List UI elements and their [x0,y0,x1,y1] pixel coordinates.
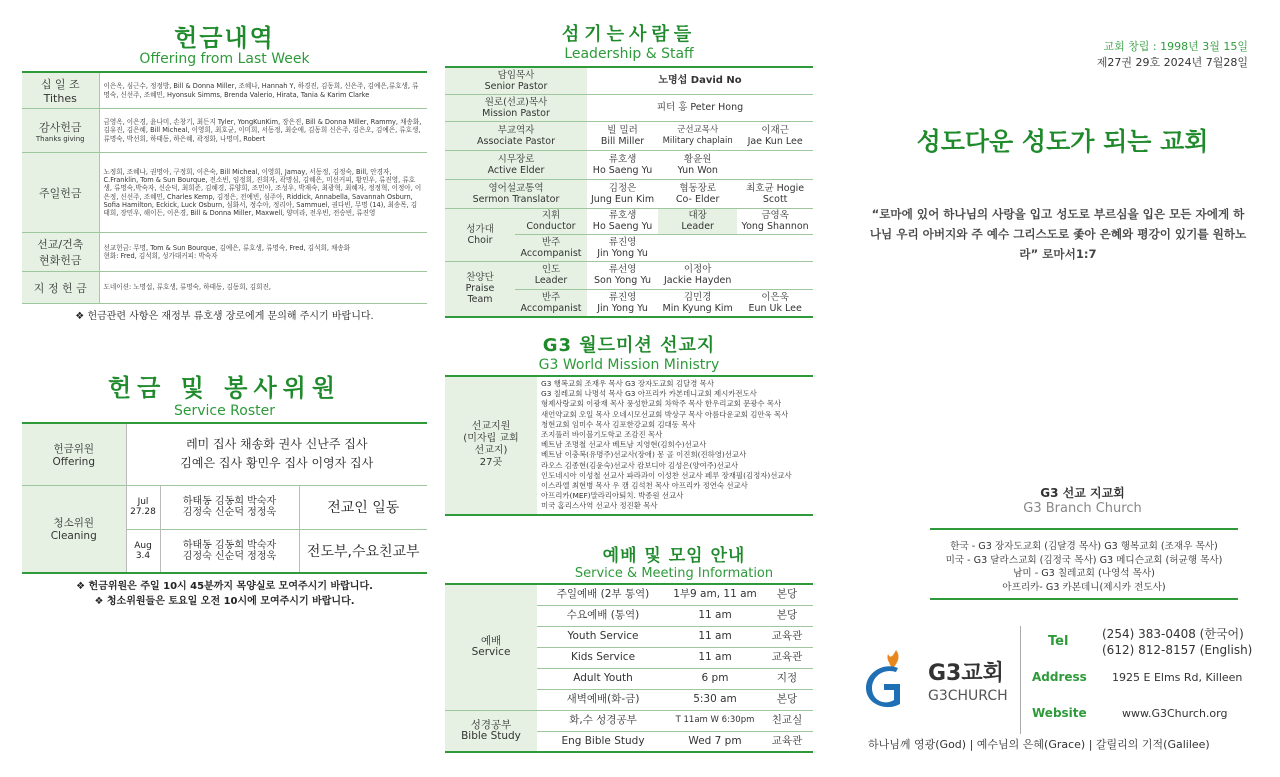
g3-logo-icon [866,648,906,708]
roster-title: 헌금 및 봉사위원 [108,374,341,402]
conductor-name: 류호생 Ho Saeng Yu [587,208,658,234]
mission-line: 미국 홈리스사역 선교사 정진환 목사 [541,501,658,511]
mission-line: G3 칠레교회 나명석 목사 G3 아프리카 카본데니교회 제시카전도사 [541,389,757,399]
choir-accompanist-name: 류진영 Jin Yong Yu [587,234,658,261]
table-row [445,376,813,515]
mission-pastor-label: 원로(선교)목사 [484,96,548,108]
thanksgiving-label: 감사헌금 [38,120,82,134]
roster-note-1: ❖ 헌금위원은 주일 10시 45분까지 목양실로 모여주시기 바랍니다. [76,581,373,592]
choir-leader-name: 금영옥 Yong Shannon [737,208,813,234]
praise-accompanist-1: 류진영 Jin Yong Yu [587,289,658,317]
staff-table [445,66,813,318]
mission-line: 청현교회 임미수 목사 김포한강교회 김대동 목사 [541,419,696,429]
offering-committee-line1: 레미 집사 채송화 권사 신난주 집사 [186,437,368,452]
elder-label-en: Active Elder [487,164,545,176]
offering-subtitle: Offering from Last Week [139,51,310,67]
schedule-title: 예배 및 모임 안내 [602,546,746,566]
cleaning-label: 청소위원 [53,517,95,530]
mission-line: 인도네시아 이성철 선교사 파라과이 이성찬 선교사 페루 장재필(김정자)선교사 [541,470,792,480]
mission-line: 형제사랑교회 이광재 목사 풍성한교회 차학주 목사 한우리교회 문광수 목사 [541,399,782,409]
offering-committee-label-en: Offering [52,455,95,468]
associate-3: 이재근 Jae Kun Lee [737,121,813,150]
choir-label-en: Choir [467,234,493,246]
branch-title: G3 선교 지교회 [1040,486,1125,500]
mission-table [445,375,813,516]
mission-pastor-label-en: Mission Pastor [482,107,550,119]
schedule-name: 수요예배 (통역) [566,609,640,621]
cleaning-date-1: Jul 27.28 [126,485,160,529]
mission-building-names: 선교헌금: 무명, Tom & Sun Bourque, 김예은, 류호생, 류명숙, Fred, 김석희, 채송화 현화: Fred, 김석희, 성가대커피: 박숙자 [99,233,427,272]
cleaning-names-2: 하태동 김동희 박숙자 김정숙 신순덕 정정욱 [160,529,299,573]
issue-number: 제27권 29호 2024년 7월28일 [1096,56,1248,69]
schedule-name: 주일예배 (2부 통역) [556,588,650,601]
translator-label-en: Sermon Translator [472,193,560,205]
mission-line: 아프리카(MEF)말라리아퇴치. 박종원 선교사 [541,491,684,501]
senior-pastor-name: 노명섭 David No [587,67,813,94]
founded-date: 교회 창립 : 1998년 3월 15일 [1103,40,1248,53]
staff-title: 섬기는사람들 [561,24,697,45]
tithes-label: 십 일 조 [40,78,80,91]
choir-leader-label: 대장 [688,210,707,221]
offering-title: 헌금내역 [174,24,275,52]
staff-subtitle: Leadership & Staff [564,46,694,62]
schedule-time: 6 pm [701,672,729,684]
offering-section [22,18,427,322]
schedule-time: T 11am W 6:30pm [675,715,755,725]
tel-numbers [1102,626,1252,658]
schedule-time: 11 am [698,609,732,621]
elder-2: 황윤원 Yun Won [658,150,737,179]
roster-section [22,368,427,607]
staff-section [445,20,813,318]
mission-section [445,331,813,516]
translator-label: 영어설교통역 [488,182,544,194]
mission-line: 라오스 김종현(김윤숙)선교사 캄보디아 김성은(양여주)선교사 [541,460,739,470]
bible-study-label-en: Bible Study [461,729,521,742]
logo-text: G3교회 [928,661,1004,686]
praise-team-label: 찬양단 [466,272,494,284]
worship-label-en: Service [471,646,511,659]
table-row [22,72,427,109]
schedule-place: 지정 [776,672,798,684]
conductor-label: 지휘 [541,210,561,221]
table-row [445,94,813,121]
branch-header [930,484,1235,516]
website-link[interactable]: www.G3Church.org [1122,707,1228,720]
roster-subtitle: Service Roster [173,403,275,419]
associate-2: 군선교목사 Military chaplain [658,121,737,150]
table-row [445,208,813,234]
praise-leader-label: 인도 [541,264,561,275]
schedule-place: 본당 [776,693,798,705]
website-label: Website [1032,706,1087,720]
cleaning-team-1: 전교인 일동 [327,500,400,516]
translator-1: 김정은 Jung Eun Kim [587,179,658,208]
mission-lines [541,379,809,512]
mission-pastor-name: 피터 홍 Peter Hong [587,94,813,121]
mission-title: G3 월드미션 선교지 [542,335,716,356]
schedule-name: Kids Service [570,651,636,663]
praise-team-label-en: Praise Team [465,283,495,306]
table-row [22,153,427,233]
branch-list [930,528,1238,600]
praise-leader-label-en: Leader [534,275,568,286]
offering-note: ❖ 헌금관련 사항은 재정부 류호생 장로에게 문의해 주시기 바랍니다. [75,311,374,322]
praise-leader-2: 이정아 Jackie Hayden [658,261,737,289]
schedule-name: Youth Service [567,630,639,642]
logo-subtext: G3CHURCH [928,688,1008,704]
senior-pastor-label: 담임목사 [497,69,535,81]
associate-pastor-label-en: Associate Pastor [477,135,555,147]
table-row [445,150,813,179]
choir-accompanist-label: 반주 [541,236,561,248]
cleaning-label-en: Cleaning [50,530,97,543]
table-row [22,423,427,485]
table-row [22,109,427,153]
mission-list [537,376,813,515]
thanksgiving-names: 금영옥, 이은경, 윤나미, 손창기, 최든지 Tyler, YongKunKim, 장은진, Bill & Donna Miller, Rammy, 채송화, 김유진, 김은혜, Bill Micheal, 이영희, 최호균, 이미희, 서동정, 최순애, 김동희 신은주, 김은오, 김예은, 류호생, 류명숙, 박선희, 하태동, 하은혜, 곽정화, 나명미, Robert [99,109,427,153]
mission-line: G3 행복교회 조재우 목사 G3 장자도교회 김달경 목사 [541,379,714,388]
footer-slogan: 하나님께 영광(God) | 예수님의 은혜(Grace) | 갈릴리의 기적(Galilee) [868,738,1210,751]
table-row [22,272,427,304]
worship-label: 예배 [480,635,502,648]
roster-table [22,422,427,574]
address-value: 1925 E Elms Rd, Killeen [1112,671,1243,684]
schedule-row [445,584,813,605]
table-row [445,261,813,289]
mission-subtitle: G3 World Mission Ministry [538,357,720,373]
church-motto: 성도다운 성도가 되는 교회 [916,127,1209,156]
tithes-label-en: Tithes [43,92,77,105]
mission-line: 베트남 이충복(유명주)선교사(장애) 몽 골 이진희(진하영)선교사 [541,450,747,460]
flower-label: 현화헌금 [38,254,82,267]
tithes-names: 이은옥, 심근수, 정정방, Bill & Donna Miller, 조혜나, Hannah Y, 하경진, 김동희, 신은주, 김예은,류호생, 류명숙, 신선주, 조혜민, Hyonsuk Simms, Brenda Valerio, Hirata, Tania & Karim Clarke [99,72,427,109]
bible-study-label: 성경공부 [470,718,512,731]
schedule-place: 교육관 [771,630,803,642]
praise-accompanist-2: 김민경 Min Kyung Kim [658,289,737,317]
mission-line: 이스라엘 최현병 목사 우 캠 김석천 목사 아프리카 정연숙 선교사 [541,481,748,491]
table-row [22,485,427,529]
offering-table [22,71,427,304]
associate-pastor-label: 부교역자 [497,124,535,136]
schedule-subtitle: Service & Meeting Information [574,566,774,581]
schedule-place: 본당 [776,609,798,621]
schedule-name: Eng Bible Study [561,734,645,747]
sunday-offering-names: 노정희, 조혜나, 권명아, 구정희, 이은숙, Bill Micheal, 이영희, Jamay, 서동정, 김정숙, Bill, 안경자, C.Franklin, Tom & Sun Bourque, 전소빈, 임정희, 진희자, 곽명심, 김혜은, 미선커피, 황민우, 류진영, 류호생, 류명숙,박숙자, 신순덕, 최희준, 김혜경, 류양희, 조민아, 조성우, 박재숙, 최광혁, 최혜자, 정정혁, 이정아, 이은정, 신선주, 조혜민, Charles Kemp, 김정은, 전예빈, 심주아, Riddick, Annabella, Savannah Osburn, Sofia Hamilton, Eckick, Luck Osburn, 심화서, 정수아, 정리아, Sammuel, 권다빈, 무명 (14), 최송목, 김태희, 장민우, 해이든, 이은경, Bill & Donna Miller, Maxwell, 양미라, 전우빈, 전승빈, 류진영 [99,153,427,233]
schedule-time: Wed 7 pm [688,734,742,747]
thanksgiving-label-en: Thanks giving [35,134,85,143]
tel-korean: (254) 383-0408 (한국어) [1102,627,1244,641]
schedule-place: 친교실 [771,714,803,726]
table-row [445,179,813,208]
choir-accompanist-label-en: Accompanist [520,247,582,259]
cleaning-team-2: 전도부,수요친교부 [306,543,420,560]
mission-support-label: 선교지원 (미자립 교회 선교지) 27곳 [445,376,537,515]
schedule-time: 11 am [698,651,732,663]
roster-note-2: ❖ 청소위원들은 토요일 오전 10시에 모여주시기 바랍니다. [94,596,355,607]
designated-label: 지 정 헌 금 [22,272,99,304]
senior-pastor-label-en: Senior Pastor [484,80,548,92]
elder-label: 시무장로 [497,153,535,165]
conductor-label-en: Conductor [526,221,576,232]
translator-2: 협동장로 Co- Elder [658,179,737,208]
schedule-place: 교육관 [771,651,803,663]
mission-line: 조지풀러 바이블기도학교 조감진 목사 [541,430,663,440]
tel-label: Tel [1048,634,1069,649]
mission-line: 베트남 조명철 선교사 베트남 지영현(김희수)선교사 [541,440,707,450]
schedule-name: 새벽예배(화-금) [566,693,640,705]
branch-line: 남미 - G3 칠레교회 (나영석 목사) [1013,568,1155,579]
praise-accompanist-label: 반주 [541,291,561,303]
table-row [445,121,813,150]
tel-english: (612) 812-8157 (English) [1102,643,1253,657]
elder-1: 류호생 Ho Saeng Yu [587,150,658,179]
bible-verse: “로마에 있어 하나님의 사랑을 입고 성도로 부르심을 입은 모든 자에게 하나님 우리 아버지와 주 예수 그리스도로 좇아 은혜와 평강이 있기를 원하노라” 로마서1:7 [869,207,1247,261]
schedule-section [535,541,813,581]
translator-3: 최호균 Hogie Scott [737,179,813,208]
schedule-place: 본당 [776,588,798,601]
praise-accompanist-3: 이은욱 Eun Uk Lee [737,289,813,317]
choir-leader-label-en: Leader [681,221,714,232]
schedule-time: 11 am [698,630,732,642]
table-row [22,233,427,272]
associate-1: 빌 밀러 Bill Miller [587,121,658,150]
praise-accompanist-label-en: Accompanist [520,302,582,314]
designated-names: 도네이션: 노명섭, 류호생, 류명숙, 하태동, 김동희, 김희진, [99,272,427,304]
schedule-table [445,583,813,753]
schedule-name: 화,수 성경공부 [569,714,637,726]
table-row [445,67,813,94]
branch-line: 미국 - G3 달라스교회 (김정국 목사) G3 메디슨교회 (허균행 목사) [945,554,1223,566]
branch-subtitle: G3 Branch Church [1023,501,1142,516]
schedule-row [445,710,813,731]
schedule-time: 1부9 am, 11 am [673,588,757,601]
schedule-name: Adult Youth [573,672,633,684]
divider [1020,626,1021,734]
cleaning-date-2: Aug 3.4 [126,529,160,573]
bulletin-header [1000,38,1248,70]
sunday-offering-label: 주일헌금 [22,153,99,233]
offering-committee-line2: 김예은 집사 황민우 집사 이영자 집사 [180,456,374,471]
choir-label: 성가대 [466,223,494,235]
mission-building-label: 선교/건축 [37,238,84,251]
branch-line: 아프리카- G3 카본데니(제시카 전도사) [1002,581,1166,593]
offering-committee-label: 헌금위원 [53,442,95,455]
address-label: Address [1032,670,1087,684]
branch-line: 한국 - G3 장자도교회 (김달경 목사) G3 행복교회 (조재우 목사) [950,541,1218,552]
schedule-place: 교육관 [771,734,803,747]
mission-line: 새언약교회 오일 목사 오네시모선교회 박상구 목사 아름다운교회 김안욱 목사 [541,409,789,419]
schedule-time: 5:30 am [693,693,737,705]
praise-leader-1: 류선영 Son Yong Yu [587,261,658,289]
cleaning-names-1: 하태동 김동희 박숙자 김정숙 신순덕 정정욱 [160,485,299,529]
